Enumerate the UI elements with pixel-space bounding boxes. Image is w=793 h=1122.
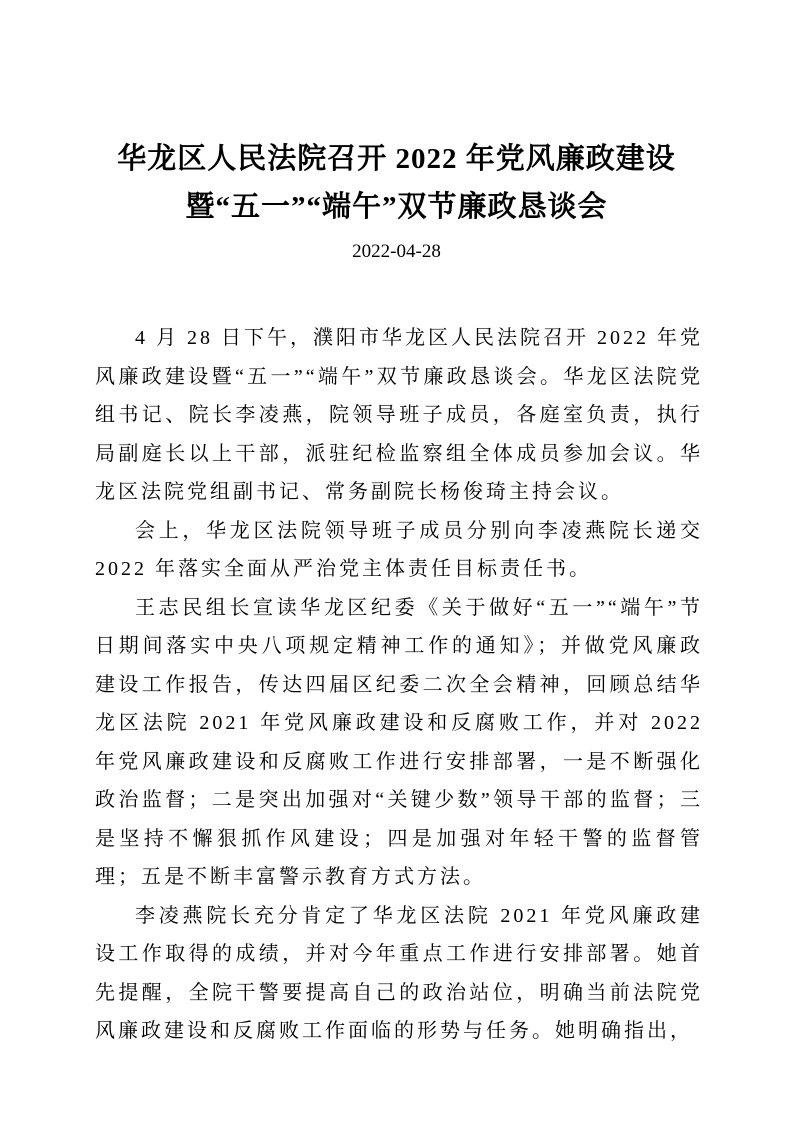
paragraph-3: 王志民组长宣读华龙区纪委《关于做好“五一”“端午”节日期间落实中央八项规定精神工作的通知》；并做党风廉政建设工作报告，传达四届区纪委二次全会精神，回顾总结华龙区法院 2021 年党风廉政建设和反腐败工作，并对 2022 年党风廉政建设和反腐败工作进行安排部署，一是不断强化政治监督；二是突出加强对“关键少数”领导干部的监督；三是坚持不懈狠抓作风建设；四是加强对年轻干警的监督管理；五是不断丰富警示教育方式方法。 [95,596,703,888]
document-title-line-2: 暨“五一”“端午”双节廉政恳谈会 [185,191,608,223]
paragraph-2: 会上，华龙区法院领导班子成员分别向李凌燕院长递交 2022 年落实全面从严治党主体责任目标责任书。 [95,519,703,580]
publish-date: 2022-04-28 [352,241,441,262]
document-title [0,0,793,231]
paragraph-4: 李凌燕院长充分肯定了华龙区法院 2021 年党风廉政建设工作取得的成绩，并对今年重点工作进行安排部署。她首先提醒，全院干警要提高自己的政治站位，明确当前法院党风廉政建设和反腐败工作面临的形势与任务。她明确指出， [95,904,703,1042]
paragraph-1: 4 月 28 日下午，濮阳市华龙区人民法院召开 2022 年党风廉政建设暨“五一”“端午”双节廉政恳谈会。华龙区法院党组书记、院长李凌燕，院领导班子成员，各庭室负责，执行局副庭长以上干部，派驻纪检监察组全体成员参加会议。华龙区法院党组副书记、常务副院长杨俊琦主持会议。 [95,327,703,503]
document-title-line-1: 华龙区人民法院召开 2022 年党风廉政建设 [117,143,676,175]
article-body [0,319,793,1051]
